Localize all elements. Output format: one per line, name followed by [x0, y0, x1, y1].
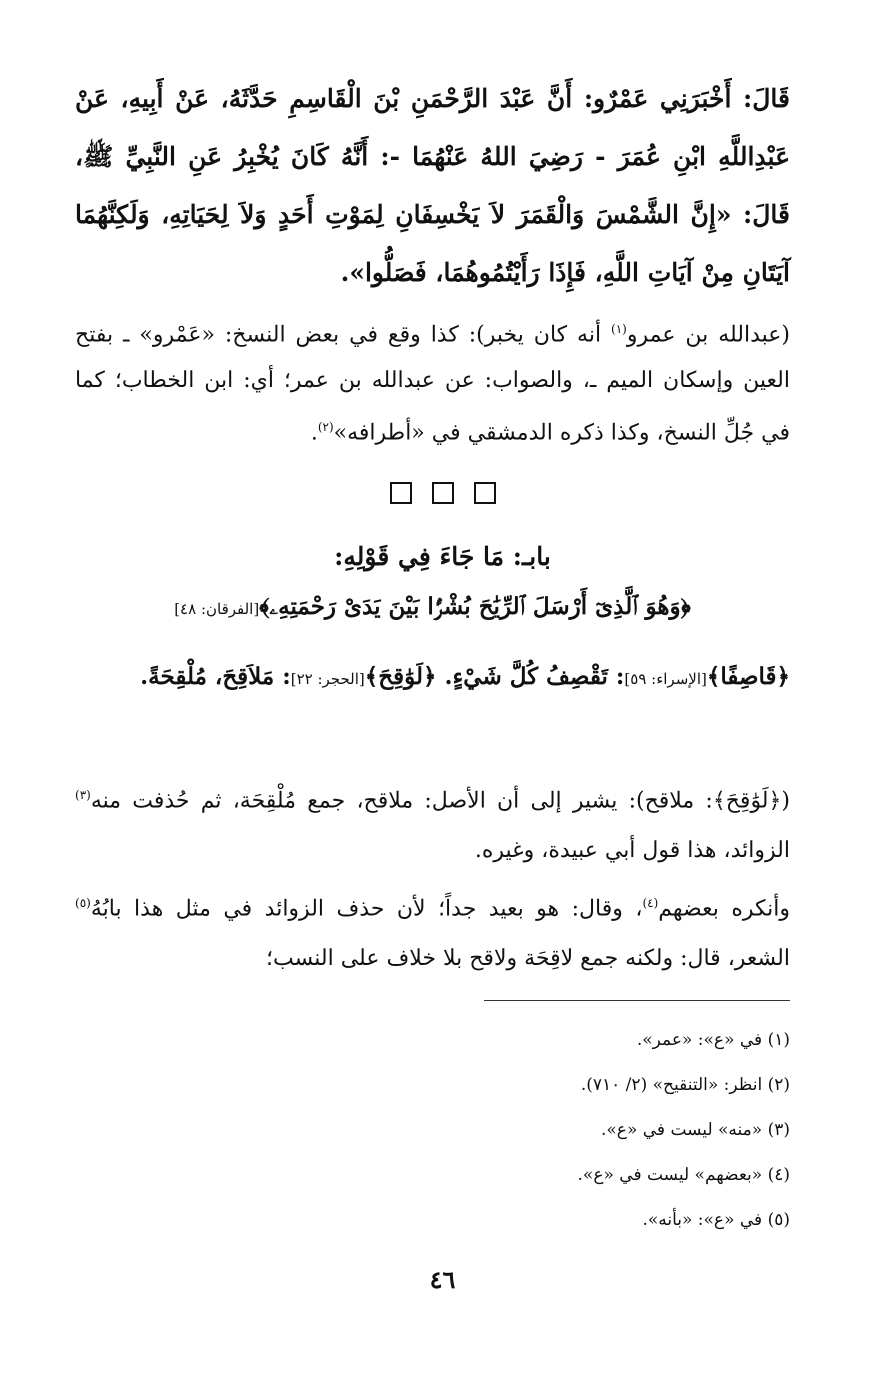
verse-reference: [الفرقان: ٤٨] [174, 600, 260, 618]
footnote-ref: (٥) [75, 896, 91, 910]
section-separator [0, 482, 885, 508]
commentary-paragraph-2 [75, 770, 790, 876]
verse-word: ﴿لَوَٰقِحَ﴾ [364, 663, 437, 690]
quran-verse [75, 593, 790, 620]
footnote: (٥) في «ع»: «بأنه». [642, 1210, 790, 1230]
footnote: (١) في «ع»: «عمر». [636, 1030, 790, 1050]
commentary-text: (﴿لَوَٰقِحَ﴾: ملاقح): يشير إلى أن الأصل: ملاقح، جمع مُلْقِحَة، ثم حُذفت منه [90, 788, 790, 814]
footnote-ref: (١) [611, 322, 627, 336]
footnote-divider [484, 1000, 790, 1001]
commentary-text: الزوائد، هذا قول أبي عبيدة، وغيره. [474, 838, 790, 864]
footnotes [75, 1018, 790, 1243]
commentary-text: وأنكره بعضهم [658, 896, 791, 922]
footnote-ref: (٣) [75, 788, 91, 802]
footnote: (٣) «منه» ليست في «ع». [601, 1120, 790, 1140]
verse-reference: [الحجر: ٢٢] [290, 670, 365, 688]
square-ornament [474, 482, 496, 504]
footnote-ref: (٤) [642, 896, 659, 910]
commentary-text: (عبدالله بن عمرو [626, 322, 790, 348]
hadith-text: قَالَ: أَخْبَرَنِي عَمْرٌو: أَنَّ عَبْدَ الرَّحْمَنِ بْنَ الْقَاسِمِ حَدَّثَهُ، عَنْ أَبِيهِ، عَنْ عَبْدِاللَّهِ ابْنِ عُمَرَ - رَضِيَ اللهُ عَنْهُمَا -: أَنَّهُ كَانَ يُخْبِرُ عَنِ النَّبِيِّ ﷺ، قَالَ: «إِنَّ الشَّمْسَ وَالْقَمَرَ لاَ يَخْسِفَانِ لِمَوْتِ أَحَدٍ وَلاَ لِحَيَاتِهِ، وَلَكِنَّهُمَا آيَتَانِ مِنْ آيَاتِ اللَّهِ، فَإِذَا رَأَيْتُمُوهُمَا، فَصَلُّوا». [75, 84, 790, 287]
page-number: ٤٦ [429, 1265, 456, 1294]
gloss-text: : مَلاَقِحَ، مُلْقِحَةً. [140, 663, 291, 690]
square-ornament [432, 482, 454, 504]
commentary-text: الشعر، قال: ولكنه جمع لاقِحَة ولاقح بلا خلاف على النسب؛ [266, 946, 790, 972]
chapter-heading: بابـ: مَا جَاءَ فِي قَوْلِهِ: [334, 542, 551, 571]
verse-reference: [الإسراء: ٥٩] [624, 670, 707, 688]
footnote: (٢) انظر: «التنقيح» (٢/ ٧١٠). [580, 1075, 790, 1095]
footnote-ref: (٢) [317, 420, 334, 435]
verse-text: ﴿وَهُوَ ٱلَّذِىٓ أَرْسَلَ ٱلرِّيَٰحَ بُشْرًۢا بَيْنَ يَدَىْ رَحْمَتِهِۦ﴾ [259, 593, 691, 620]
square-ornament [390, 482, 412, 504]
commentary-text: أنه كان يخبر): كذا وقع في بعض النسخ: «عَمْرو» ـ بفتح العين وإسكان الميم ـ، والصواب: عن عبدالله بن عمر؛ أي: ابن الخطاب؛ كما في جُلِّ النسخ، وكذا ذكره الدمشقي في «أطرافه» [75, 322, 790, 446]
footnote: (٤) «بعضهم» ليست في «ع». [577, 1165, 790, 1185]
commentary-paragraph-3 [75, 878, 790, 984]
verse-word: ﴿قَاصِفًا﴾ [706, 663, 790, 690]
commentary-text: ، وقال: هو بعيد جداً؛ لأن حذف الزوائد في مثل هذا بابُهُ [90, 896, 643, 922]
commentary-text: . [310, 420, 318, 446]
verse-glosses [75, 650, 790, 706]
gloss-text: : تَقْصِفُ كُلَّ شَيْءٍ. [436, 663, 625, 690]
commentary-paragraph-1 [75, 306, 790, 457]
